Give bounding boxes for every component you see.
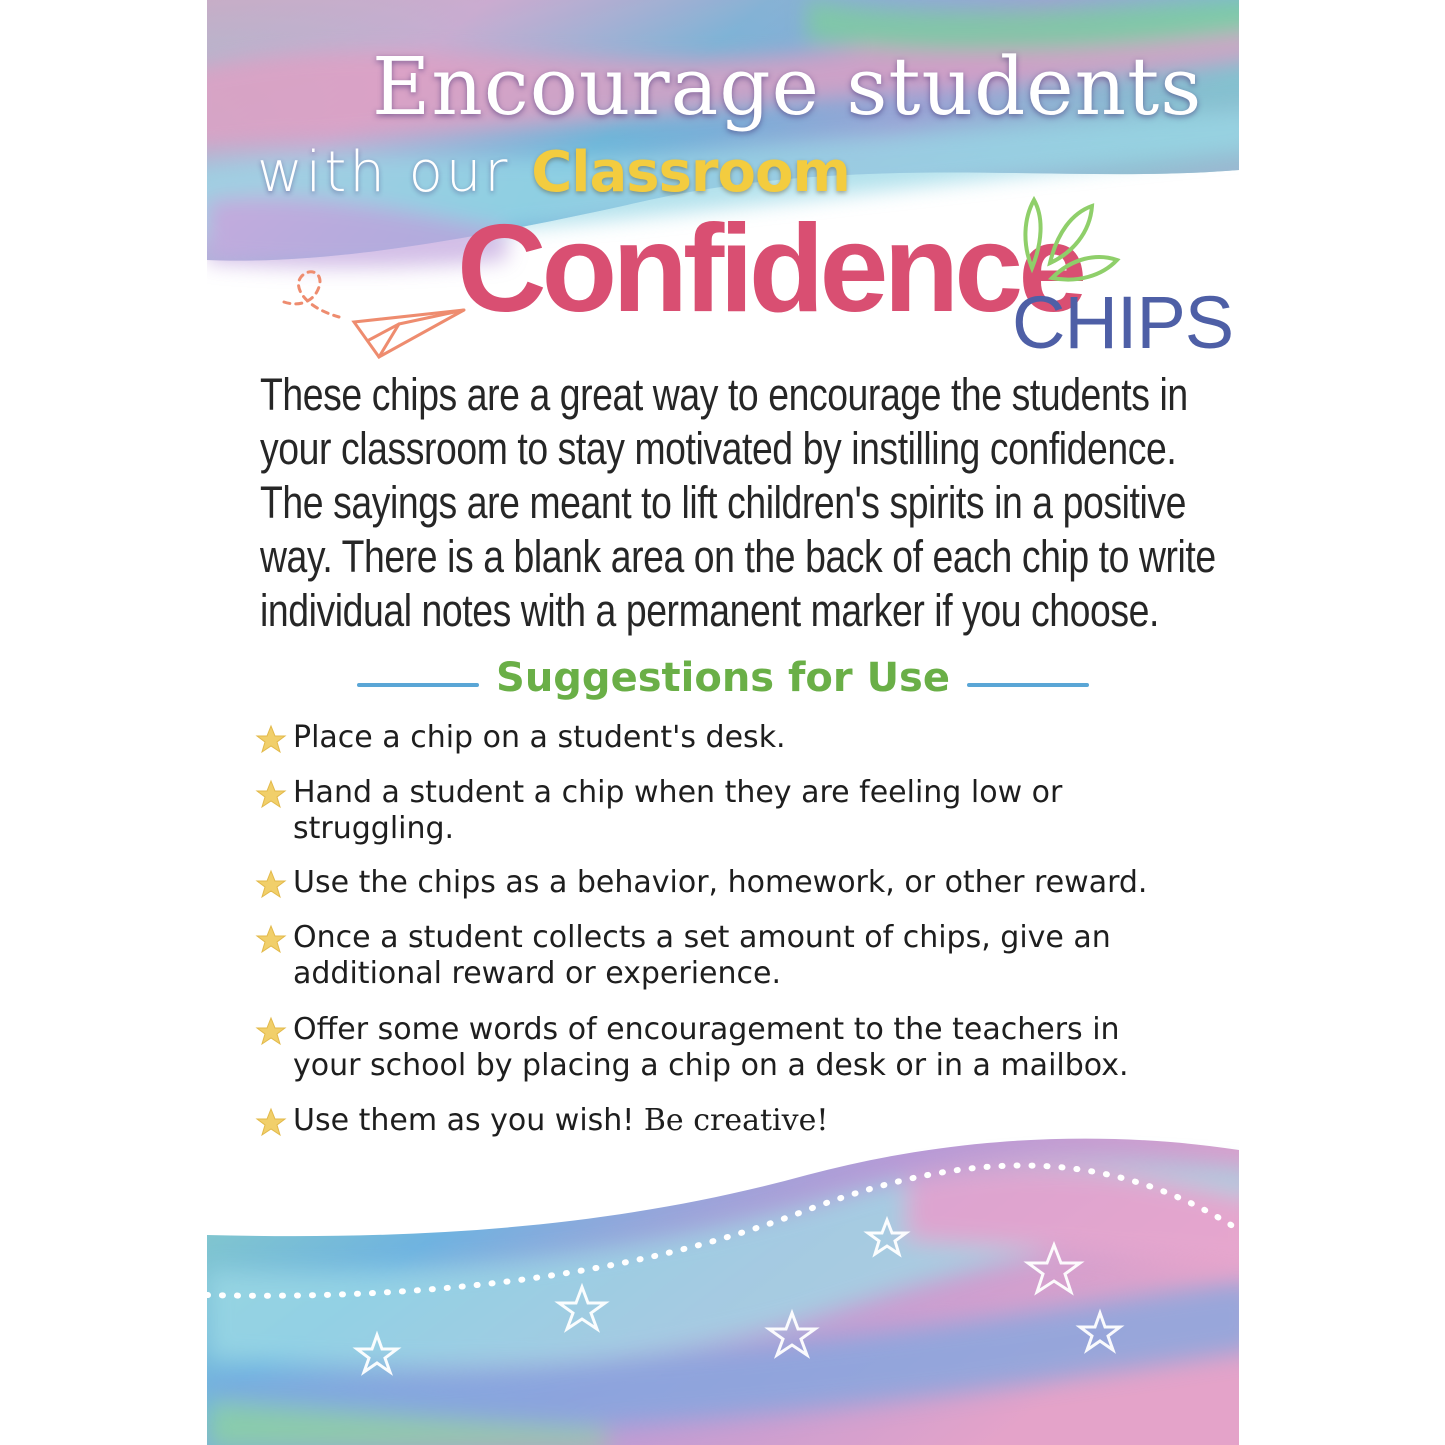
star-bullet-icon — [255, 1107, 287, 1139]
title-chips: CHIPS — [1012, 281, 1234, 364]
intro-line: individual notes with a permanent marker if you choose. — [260, 585, 1159, 636]
star-bullet-icon — [255, 1016, 287, 1048]
be-creative-text: Be creative! — [643, 1103, 829, 1138]
star-bullet-icon — [255, 924, 287, 956]
list-item-text: Use the chips as a behavior, homework, or other reward. — [293, 865, 1148, 900]
list-item-text: Offer some words of encouragement to the teachers in your school by placing a chip on a desk or in a mailbox. — [293, 1012, 1129, 1083]
list-item-text: Place a chip on a student's desk. — [293, 720, 786, 755]
intro-line: These chips are a great way to encourage the students in — [260, 369, 1188, 420]
footer-watercolor-background — [207, 1120, 1239, 1445]
title-line-2-prefix: with our — [257, 140, 532, 205]
paper-plane-icon — [279, 262, 469, 367]
star-bullet-icon — [255, 779, 287, 811]
title-line-2 — [257, 140, 850, 205]
sprout-icon — [1012, 188, 1122, 288]
star-bullet-icon — [255, 724, 287, 756]
title-line-2-highlight: Classroom — [531, 140, 850, 205]
heading-divider-right — [967, 682, 1089, 688]
suggestions-heading: Suggestions for Use — [496, 655, 950, 701]
title-confidence: Confidence — [457, 200, 1083, 338]
intro-line: your classroom to stay motivated by instilling confidence. — [260, 423, 1177, 474]
intro-line: way. There is a blank area on the back of each chip to write — [260, 531, 1216, 582]
star-bullet-icon — [255, 869, 287, 901]
intro-line: The sayings are meant to lift children's spirits in a positive — [260, 477, 1186, 528]
intro-paragraph — [260, 368, 1219, 638]
info-card — [207, 0, 1239, 1445]
list-item-text: Hand a student a chip when they are feeling low or struggling. — [293, 775, 1063, 846]
list-item-text: Use them as you wish! Be creative! — [293, 1103, 829, 1138]
list-item-text: Once a student collects a set amount of chips, give an additional reward or experience. — [293, 920, 1111, 991]
title-line-1: Encourage students — [372, 40, 1203, 133]
